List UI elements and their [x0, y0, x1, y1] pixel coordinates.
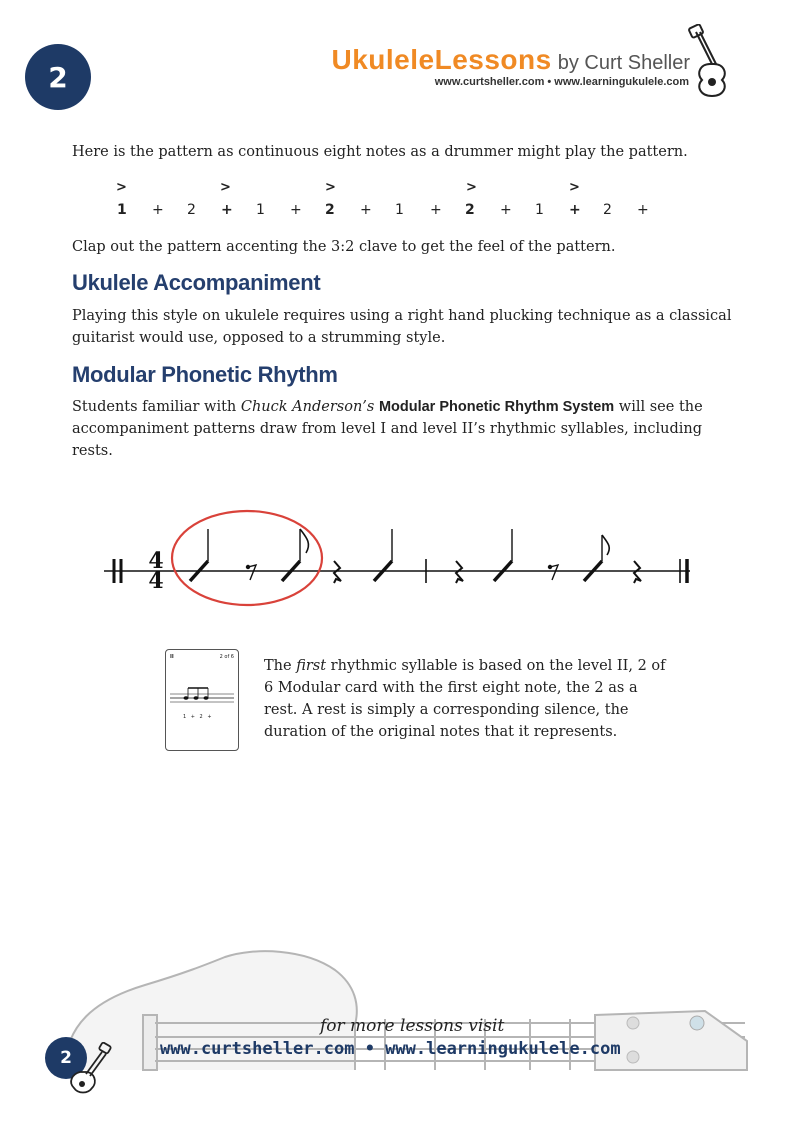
- accompaniment-text: Playing this style on ukulele requires using a right hand plucking technique as a classical guitarist would use, opposed to a strumming style.: [72, 308, 732, 346]
- slash-note-quarter: [494, 529, 512, 581]
- count-plus: +: [290, 202, 302, 218]
- count-plus: +: [569, 202, 581, 218]
- count-2: 2: [187, 202, 196, 218]
- modular-text: [72, 396, 732, 462]
- count-plus: +: [637, 202, 649, 218]
- heading-modular-phonetic-rhythm: Modular Phonetic Rhythm: [72, 362, 338, 387]
- author-name: Chuck Anderson’s: [240, 399, 375, 415]
- footer-ukulele-logo-icon: [60, 1042, 116, 1098]
- count-1: 1: [395, 202, 404, 218]
- quarter-rest: [334, 561, 341, 583]
- count-1: 1: [117, 202, 127, 218]
- slash-note-eighth: [584, 535, 609, 581]
- brand-logo: [332, 44, 691, 76]
- count-1: 1: [256, 202, 265, 218]
- slash-note-quarter: [374, 529, 392, 581]
- header-urls: www.curtsheller.com • www.learningukulele.com: [434, 76, 689, 88]
- eighth-rest: [246, 565, 256, 580]
- count-2: 2: [603, 202, 612, 218]
- count-plus: +: [430, 202, 442, 218]
- card-notation: [166, 680, 238, 710]
- accent-mark: >: [466, 180, 477, 195]
- slash-note-quarter: [190, 529, 208, 581]
- card-description-before: The: [264, 658, 297, 674]
- page-number: 2: [48, 60, 68, 94]
- quarter-rest: [456, 561, 463, 583]
- brand-ukulele: Ukulele: [331, 44, 435, 75]
- count-plus: +: [360, 202, 372, 218]
- card-description-after: rhythmic syllable is based on the level II, 2 of 6 Modular card with the first eight note, the 2 as a rest. A rest is simply a corresponding silence, the duration of the original notes that it represents.: [264, 658, 666, 740]
- card-description: [264, 655, 674, 743]
- intro-text: Here is the pattern as continuous eight notes as a drummer might play the pattern.: [72, 144, 688, 160]
- ukulele-logo-icon: [682, 24, 742, 98]
- count-2: 2: [325, 202, 335, 218]
- accent-mark: >: [220, 180, 231, 195]
- brand-lessons: Lessons: [434, 44, 552, 75]
- page-number-badge: [25, 44, 91, 110]
- quarter-rest: [634, 561, 641, 583]
- footer-tagline: for more lessons visit: [320, 1016, 505, 1036]
- slash-note-eighth: [282, 529, 308, 581]
- heading-ukulele-accompaniment: Ukulele Accompaniment: [72, 270, 321, 295]
- count-plus: +: [500, 202, 512, 218]
- brand-by: by Curt Sheller: [557, 52, 690, 74]
- card-label: 2 of 6: [219, 654, 234, 660]
- time-signature-top: 4: [148, 548, 164, 574]
- card-counts: 1 + 2 +: [183, 714, 214, 720]
- footer-urls[interactable]: www.curtsheller.com • www.learningukulele.com: [160, 1039, 621, 1059]
- card-description-emphasis: first: [296, 658, 327, 674]
- time-signature-bottom: 4: [148, 568, 164, 594]
- accent-mark: >: [569, 180, 580, 195]
- clap-text: Clap out the pattern accenting the 3:2 clave to get the feel of the pattern.: [72, 239, 616, 255]
- modular-card: [165, 649, 239, 751]
- modular-text-after: will see the accompaniment patterns draw from level I and level II’s rhythmic syllables, including rests.: [72, 399, 703, 459]
- count-1: 1: [535, 202, 544, 218]
- accent-mark: >: [325, 180, 336, 195]
- eighth-rest: [548, 565, 558, 580]
- accent-mark: >: [116, 180, 127, 195]
- count-plus: +: [152, 202, 164, 218]
- count-2: 2: [465, 202, 475, 218]
- card-level: II: [170, 654, 174, 660]
- rhythm-notation: [100, 505, 700, 615]
- system-name: Modular Phonetic Rhythm System: [378, 399, 615, 415]
- count-plus: +: [221, 202, 233, 218]
- footer-page-number: 2: [60, 1048, 72, 1068]
- modular-text-before: Students familiar with: [72, 399, 241, 415]
